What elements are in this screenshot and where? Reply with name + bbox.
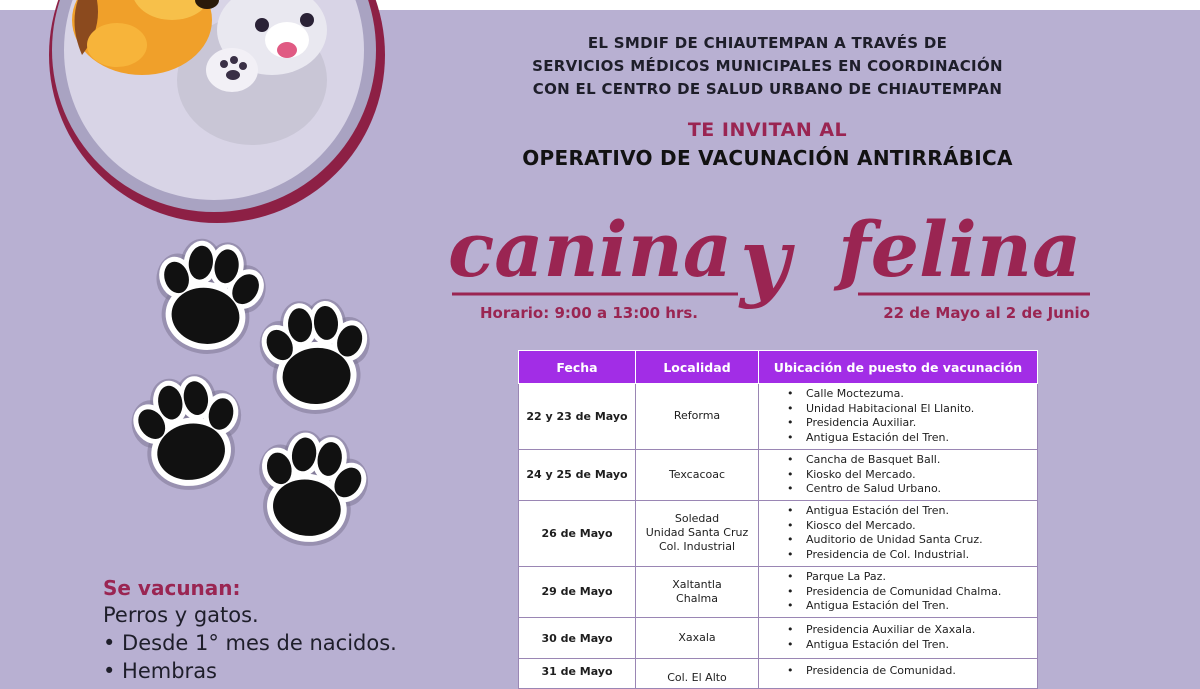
paw-print-icon [243,423,380,556]
locality-line: Xaltantla [672,577,722,591]
row-locality [636,500,759,566]
location-item: • Presidencia Auxiliar. [781,416,1037,431]
row-locality [636,384,759,450]
location-item: • Antigua Estación del Tren. [781,504,1037,519]
column-header-date: Fecha [519,351,636,384]
paw-prints-group [120,230,380,550]
location-item: • Kiosco del Mercado. [781,519,1037,534]
location-item: • Kiosko del Mercado. [781,468,1037,483]
row-date: 22 y 23 de Mayo [519,384,636,450]
locality-line: Soledad [674,512,720,526]
location-item: • Parque La Paz. [781,570,1037,585]
row-locations [759,566,1038,617]
location-item: • Unidad Habitacional El Llanito. [781,402,1037,417]
location-item: • Cancha de Basquet Ball. [781,453,1037,468]
location-item: • Centro de Salud Urbano. [781,482,1037,497]
paw-print-icon [142,232,275,361]
location-item: • Presidencia de Comunidad Chalma. [781,585,1037,600]
row-locations [759,659,1038,689]
row-date: 29 de Mayo [519,566,636,617]
row-locality [636,659,759,689]
operative-heading: OPERATIVO DE VACUNACIÓN ANTIRRÁBICA [522,146,1013,170]
dog-and-cat-logo-icon [22,0,367,205]
location-item: • Presidencia Auxiliar de Xaxala. [781,623,1037,638]
row-date: 31 de Mayo [519,659,636,689]
location-item: • Antigua Estación del Tren. [781,599,1037,614]
vaccinated-line: • Desde 1° mes de nacidos. [103,631,397,655]
table-header-row [519,351,1038,384]
locality-line: Unidad Santa Cruz [645,526,749,540]
organizer-header [470,32,1065,101]
location-item: • Antigua Estación del Tren. [781,431,1037,446]
row-date: 24 y 25 de Mayo [519,449,636,500]
location-item: • Presidencia de Comunidad. [781,664,1037,679]
row-locality [636,566,759,617]
vaccination-schedule-table [518,350,1038,689]
script-word-y: y [740,210,790,311]
vaccinated-line: Perros y gatos. [103,603,259,627]
paw-print-icon [252,295,380,419]
locality-line: Col. El Alto [667,671,727,685]
table-row [519,384,1038,450]
table-row [519,449,1038,500]
table-row [519,566,1038,617]
row-date: 30 de Mayo [519,618,636,659]
script-word-canina: canina [448,205,733,294]
table-row [519,618,1038,659]
invite-heading: TE INVITAN AL [687,119,848,141]
locality-line: Reforma [673,409,721,423]
locality-line: Chalma [676,591,718,605]
organizer-line-3: CON EL CENTRO DE SALUD URBANO DE CHIAUTEMPAN [532,80,1003,98]
row-locality [636,449,759,500]
vaccinated-title: Se vacunan: [103,576,241,600]
campaign-script-title [440,194,1100,311]
table-row [519,500,1038,566]
organizer-line-2: SERVICIOS MÉDICOS MUNICIPALES EN COORDINACIÓN [532,57,1003,75]
schedule-dates: 22 de Mayo al 2 de Junio [883,304,1090,322]
script-word-felina: felina [838,205,1082,294]
row-locations [759,500,1038,566]
row-locality [636,618,759,659]
location-item: • Auditorio de Unidad Santa Cruz. [781,533,1037,548]
row-locations [759,618,1038,659]
table-row [519,659,1038,689]
row-locations [759,449,1038,500]
location-item: • Antigua Estación del Tren. [781,638,1037,653]
paw-print-icon [121,366,258,499]
schedule-hours: Horario: 9:00 a 13:00 hrs. [480,304,698,322]
column-header-locality: Localidad [636,351,759,384]
vaccinated-info [103,575,443,685]
locality-line: Texcacoac [668,467,726,481]
locality-line: Col. Industrial [658,540,736,554]
vaccinated-line: • Hembras [103,659,218,683]
location-item: • Calle Moctezuma. [781,387,1037,402]
locality-line: Xaxala [678,631,716,645]
column-header-location: Ubicación de puesto de vacunación [759,351,1038,384]
row-date: 26 de Mayo [519,500,636,566]
organizer-line-1: EL SMDIF DE CHIAUTEMPAN A TRAVÉS DE [587,34,948,52]
row-locations [759,384,1038,450]
location-item: • Presidencia de Col. Industrial. [781,548,1037,563]
